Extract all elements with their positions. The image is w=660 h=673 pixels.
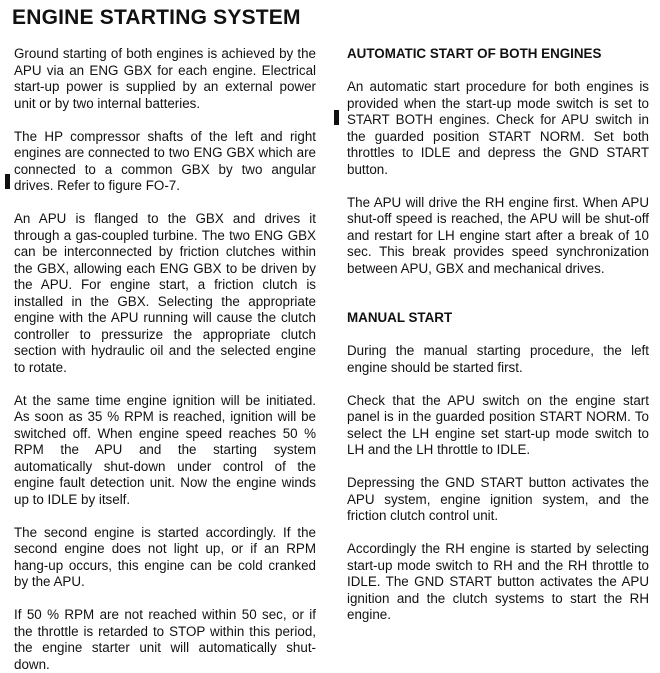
paragraph: The second engine is started accordingly. If the second engine does not light up, or if an RPM hang-up occurs, this engine can be cold cranked by the APU. bbox=[14, 524, 316, 589]
paragraph: At the same time engine ignition will be initiated. As soon as 35 % RPM is reached, ignition will be switched off. When engine speed reaches 50 % RPM the APU and the starting system automatically shut-down under control of the engine fault detection unit. Now the engine winds up to IDLE by itself. bbox=[14, 392, 316, 507]
paragraph: Accordingly the RH engine is started by selecting start-up mode switch to RH and the RH throttle to IDLE. The GND START button activates the APU ignition and the clutch systems to start the RH engine. bbox=[347, 541, 649, 622]
paragraph: Check that the APU switch on the engine start panel is in the guarded position START NORM. To select the LH engine set start-up mode switch to LH and the LH throttle to IDLE. bbox=[347, 392, 649, 457]
paragraph: The HP compressor shafts of the left and right engines are connected to two ENG GBX which are connected to a common GBX by two angular drives. Refer to figure FO-7. bbox=[14, 128, 316, 193]
paragraph: Depressing the GND START button activates the APU system, engine ignition system, and the friction clutch control unit. bbox=[347, 475, 649, 523]
right-column bbox=[347, 46, 649, 624]
paragraph: If 50 % RPM are not reached within 50 sec, or if the throttle is retarded to STOP within this period, the engine starter unit will automatically shut-down. bbox=[14, 607, 316, 672]
paragraph: An automatic start procedure for both engines is provided when the start-up mode switch is set to START BOTH engines. Check for APU switch in the guarded position START NORM. Set both throttles to IDLE and depress the GND START button. bbox=[347, 79, 649, 177]
change-bar bbox=[334, 110, 339, 125]
section-heading: AUTOMATIC START OF BOTH ENGINES bbox=[347, 46, 602, 61]
section-heading: MANUAL START bbox=[347, 310, 453, 325]
page-title: ENGINE STARTING SYSTEM bbox=[12, 6, 301, 29]
left-column bbox=[14, 46, 316, 673]
paragraph: During the manual starting procedure, the left engine should be started first. bbox=[347, 343, 649, 375]
paragraph: An APU is flanged to the GBX and drives it through a gas-coupled turbine. The two ENG GBX can be interconnected by friction clutches within the GBX, allowing each ENG GBX to be driven by the APU. For engine start, a friction clutch is installed in the GBX. Selecting the appropriate engine with the APU running will cause the clutch controller to pressurize the appropriate clutch section with hydraulic oil and the selected engine to rotate. bbox=[14, 211, 316, 375]
change-bar bbox=[5, 174, 10, 189]
paragraph: Ground starting of both engines is achieved by the APU via an ENG GBX for each engine. Electrical start-up power is supplied by an external power unit or by two internal batteries. bbox=[14, 46, 316, 111]
paragraph: The APU will drive the RH engine first. When APU shut-off speed is reached, the APU will be shut-off and restart for LH engine start after a break of 10 sec. This break provides speed synchronization between APU, GBX and mechanical drives. bbox=[347, 194, 649, 276]
